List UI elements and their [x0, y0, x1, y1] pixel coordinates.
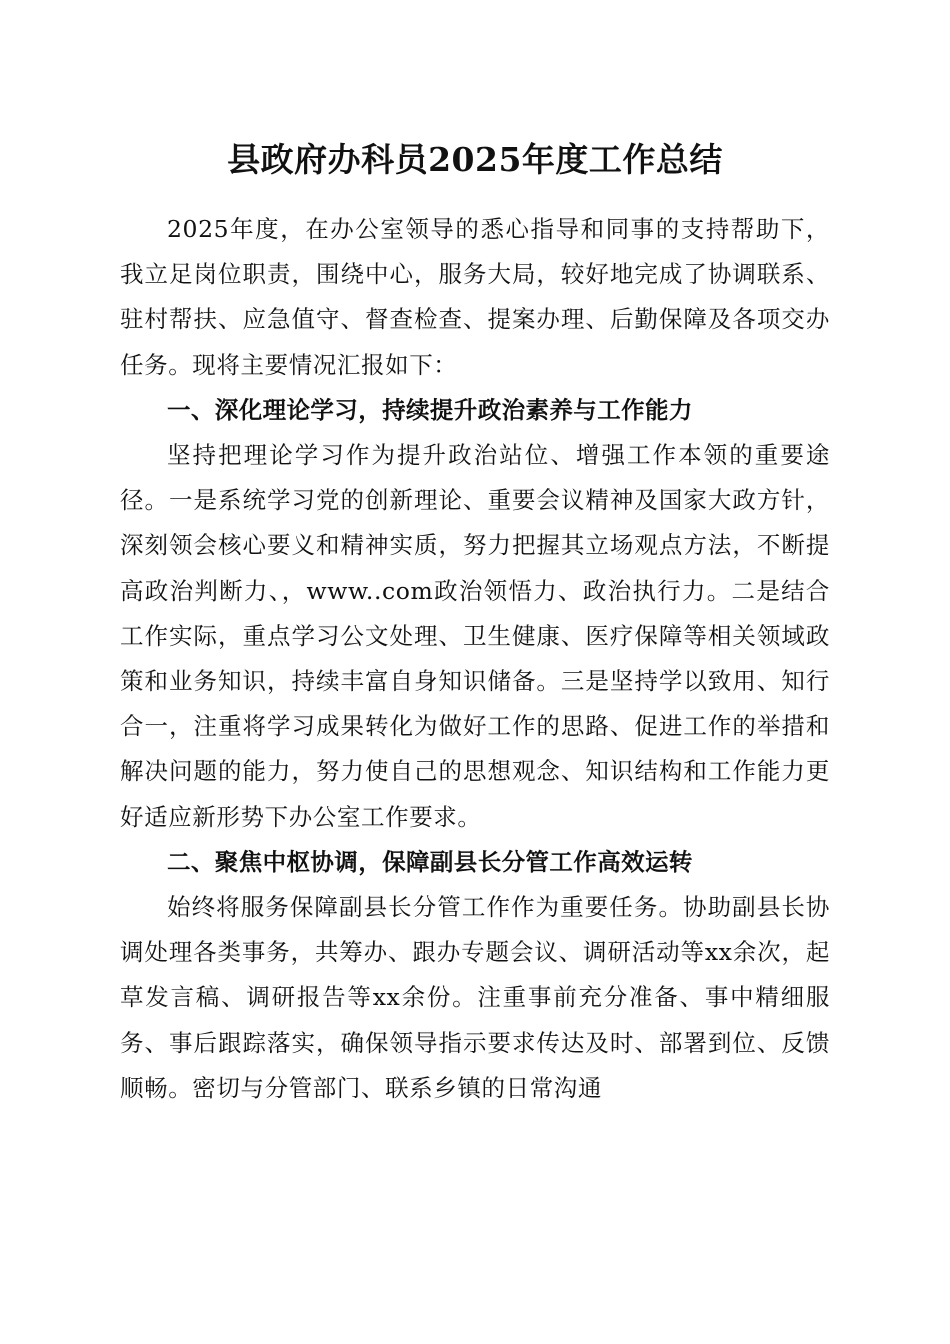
section-1-heading: 一、深化理论学习，持续提升政治素养与工作能力 — [167, 395, 693, 424]
section-1-paragraph: 坚持把理论学习作为提升政治站位、增强工作本领的重要途径。一是系统学习党的创新理论、重要会议精神及国家大政方针，深刻领会核心要义和精神实质，努力把握其立场观点方法，不断提高政治判断力、，www..com政治领悟力、政治执行力。二是结合工作实际，重点学习公文处理、卫生健康、医疗保障等相关领域政策和业务知识，持续丰富自身知识储备。三是坚持学以致用、知行合一，注重将学习成果转化为做好工作的思路、促进工作的举措和解决问题的能力，努力使自己的思想观念、知识结构和工作能力更好适应新形势下办公室工作要求。 — [120, 441, 830, 831]
document-body — [120, 207, 830, 1111]
document-title: 县政府办科员2025年度工作总结 — [227, 140, 723, 179]
intro-paragraph: 2025年度，在办公室领导的悉心指导和同事的支持帮助下，我立足岗位职责，围绕中心，服务大局，较好地完成了协调联系、驻村帮扶、应急值守、督查检查、提案办理、后勤保障及各项交办任务。现将主要情况汇报如下： — [120, 215, 830, 379]
section-2-paragraph: 始终将服务保障副县长分管工作作为重要任务。协助副县长协调处理各类事务，共筹办、跟办专题会议、调研活动等xx余次，起草发言稿、调研报告等xx余份。注重事前充分准备、事中精细服务、事后跟踪落实，确保领导指示要求传达及时、部署到位、反馈顺畅。密切与分管部门、联系乡镇的日常沟通 — [120, 893, 830, 1102]
section-2-heading: 二、聚焦中枢协调，保障副县长分管工作高效运转 — [167, 847, 693, 876]
